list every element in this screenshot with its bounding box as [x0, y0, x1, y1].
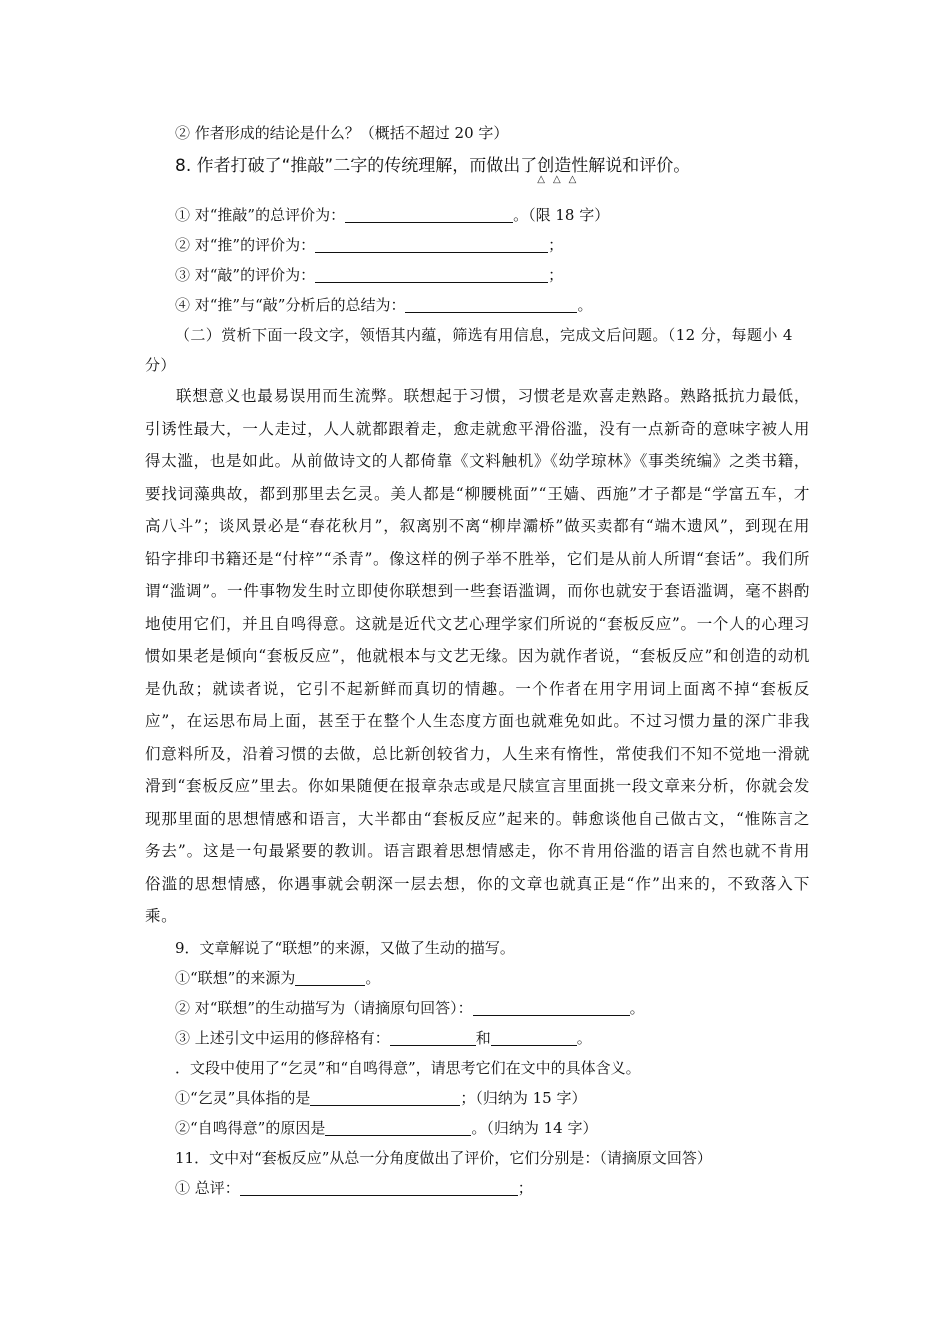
item-suffix: 。: [577, 296, 593, 314]
answer-blank[interactable]: [315, 235, 548, 253]
item-label: ①“乞灵”具体指的是: [175, 1088, 311, 1107]
item-suffix: 。: [629, 998, 645, 1017]
answer-blank[interactable]: [295, 968, 365, 986]
question-9-item-2: [145, 993, 810, 1023]
item-suffix: ；（归纳为 15 字）: [460, 1088, 587, 1107]
answer-blank[interactable]: [473, 998, 630, 1016]
answer-blank[interactable]: [315, 265, 548, 283]
exam-page: [145, 118, 810, 1203]
question-8-emphasis: [537, 156, 589, 185]
item-suffix: ；: [517, 1178, 533, 1197]
item-label: ② 对“联想”的生动描写为（请摘原句回答）：: [175, 998, 473, 1017]
question-10-stem: ．文段中使用了“乞灵”和“自鸣得意”，请思考它们在文中的具体含义。: [175, 1058, 641, 1077]
item-suffix: 。（限 18 字）: [513, 206, 610, 224]
question-8-item-4: [145, 290, 810, 320]
question-8-item-2: [145, 230, 810, 260]
emphasis-dots: △△△: [537, 174, 585, 185]
question-9-stem: 9．文章解说了“联想”的来源，又做了生动的描写。: [175, 938, 515, 957]
question-9-item-1: [145, 963, 810, 993]
answer-blank[interactable]: [390, 1028, 476, 1046]
item-suffix: ；: [548, 266, 564, 284]
answer-blank[interactable]: [405, 295, 577, 313]
item-suffix: ；: [548, 236, 564, 254]
item-label: ① 总评：: [175, 1178, 240, 1197]
section-2-instructions: （二）赏析下面一段文字，领悟其内蕴，筛选有用信息，完成文后问题。（12 分，每题小 4 分）: [145, 326, 793, 374]
question-7-item-2: ② 作者形成的结论是什么？（概括不超过 20 字）: [175, 124, 509, 142]
answer-blank[interactable]: [325, 1118, 471, 1136]
question-11-item-1: [145, 1173, 810, 1203]
item-suffix: 。: [365, 968, 381, 987]
item-label: ④ 对“推”与“敲”分析后的总结为：: [175, 296, 406, 314]
answer-blank[interactable]: [310, 1088, 460, 1106]
item-label: ①“联想”的来源为: [175, 968, 296, 987]
answer-blank[interactable]: [491, 1028, 577, 1046]
question-8-item-1: [145, 200, 810, 230]
item-label: ② 对“推”的评价为：: [175, 236, 316, 254]
answer-blank[interactable]: [345, 205, 513, 223]
question-8-prefix: 8. 作者打破了“推敲”二字的传统理解，而做出了: [175, 156, 538, 176]
question-9-item-3: [145, 1023, 810, 1053]
item-label: ③ 上述引文中运用的修辞格有：: [175, 1028, 390, 1047]
emphasis-text: 创造性: [537, 156, 589, 176]
item-label: ③ 对“敲”的评价为：: [175, 266, 316, 284]
answer-blank[interactable]: [240, 1178, 518, 1196]
question-8-item-3: [145, 260, 810, 290]
reading-passage: 联想意义也最易误用而生流弊。联想起于习惯，习惯老是欢喜走熟路。熟路抵抗力最低，引诱性最大，一人走过，人人就都跟着走，愈走就愈平滑俗滥，没有一点新奇的意味字被人用得太滥，也是如此。从前做诗文的人都倚靠《文料触机》《幼学琼林》《事类统编》之类书籍，要找词藻典故，都到那里去乞灵。美人都是“柳腰桃面”“王嫱、西施”才子都是“学富五车，才高八斗”；谈风景必是“春花秋月”，叙离别不离“柳岸灞桥”做买卖都有“端木遗风”，到现在用铅字排印书籍还是“付梓”“杀青”。像这样的例子举不胜举，它们是从前人所谓“套话”。我们所谓“滥调”。一件事物发生时立即使你联想到一些套语滥调，而你也就安于套语滥调，毫不斟酌地使用它们，并且自鸣得意。这就是近代文艺心理学家们所说的“套板反应”。一个人的心理习惯如果老是倾向“套板反应”，他就根本与文艺无缘。因为就作者说，“套板反应”和创造的动机是仇敌；就读者说，它引不起新鲜而真切的情趣。一个作者在用字用词上面离不掉“套板反应”，在运思布局上面，甚至于在整个人生态度方面也就难免如此。不过习惯力量的深广非我们意料所及，沿着习惯的去做，总比新创较省力，人生来有惰性，常使我们不知不觉地一滑就滑到“套板反应”里去。你如果随便在报章杂志或是尺牍宣言里面挑一段文章来分析，你就会发现那里面的思想情感和语言，大半都由“套板反应”起来的。韩愈谈他自己做古文，“惟陈言之务去”。这是一句最紧要的教训。语言跟着思想情感走，你不肯用俗滥的语言自然也就不肯用俗滥的思想情感，你遇事就会朝深一层去想，你的文章也就真正是“作”出来的，不致落入下乘。: [145, 387, 810, 925]
item-label: ②“自鸣得意”的原因是: [175, 1118, 326, 1137]
item-suffix: 。（归纳为 14 字）: [471, 1118, 598, 1137]
question-8-suffix: 解说和评价。: [588, 156, 691, 176]
question-10-item-2: [145, 1113, 810, 1143]
item-suffix: 。: [576, 1028, 592, 1047]
question-11-stem: 11．文中对“套板反应”从总一分角度做出了评价，它们分别是：（请摘原文回答）: [175, 1148, 712, 1167]
question-10-item-1: [145, 1083, 810, 1113]
question-8-stem: [145, 148, 810, 192]
item-label: ① 对“推敲”的总评价为：: [175, 206, 346, 224]
item-connector: 和: [475, 1028, 491, 1047]
